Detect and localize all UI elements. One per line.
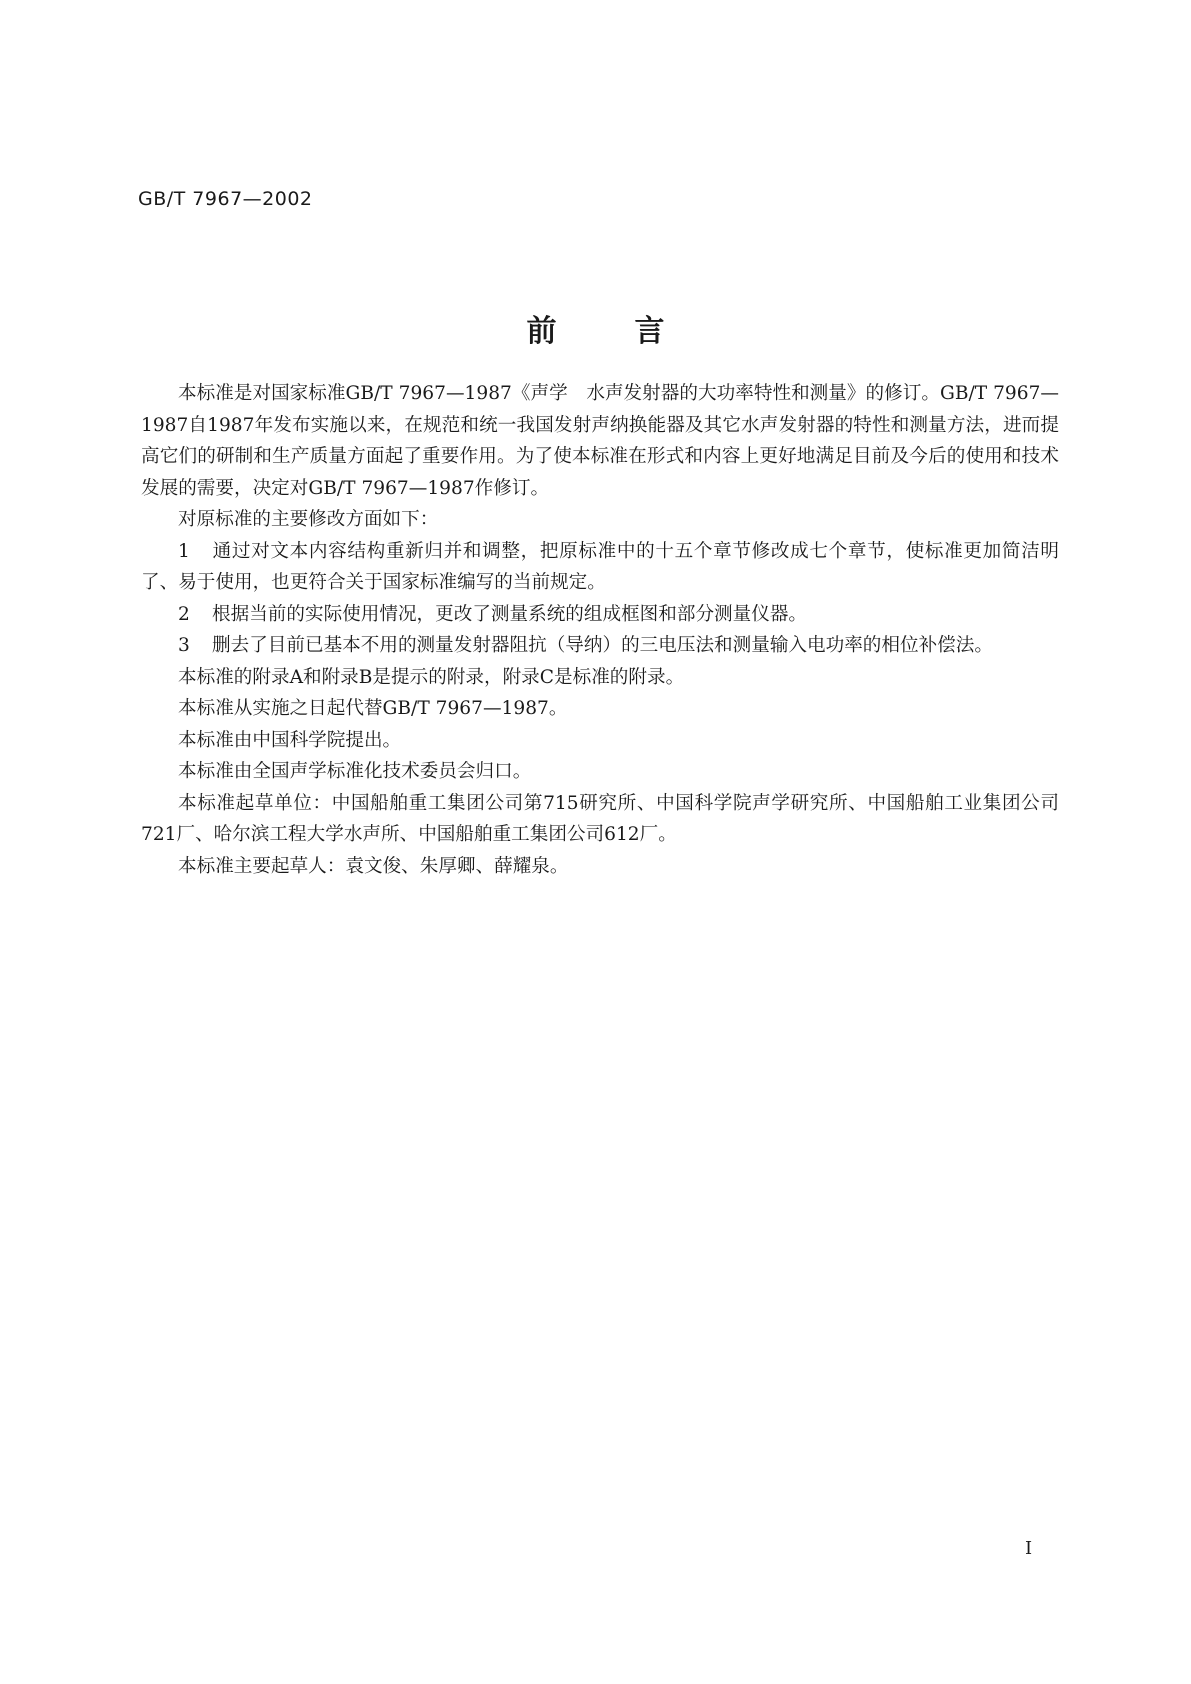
item-text: 根据当前的实际使用情况，更改了测量系统的组成框图和部分测量仪器。 (212, 603, 808, 625)
item-text: 通过对文本内容结构重新归并和调整，把原标准中的十五个章节修改成七个章节，使标准更加简洁明了、易于使用，也更符合关于国家标准编写的当前规定。 (141, 540, 1059, 593)
revision-item-3 (141, 630, 1059, 662)
paragraph-under-jurisdiction: 本标准由全国声学标准化技术委员会归口。 (178, 761, 532, 782)
revision-item-1 (141, 536, 1059, 599)
item-number: 1 (178, 540, 190, 562)
revision-item-2 (141, 599, 1059, 631)
paragraph-intro: 本标准是对国家标准GB/T 7967—1987《声学 水声发射器的大功率特性和测量》的修订。GB/T 7967—1987自1987年发布实施以来，在规范和统一我国发射声纳换能器及其它水声发射器的特性和测量方法，进而提高它们的研制和生产质量方面起了重要作用。为了使本标准在形式和内容上更好地满足目前及今后的使用和技术发展的需要，决定对GB/T 7967—1987作修订。 (141, 383, 1059, 499)
paragraph-appendix: 本标准的附录A和附录B是提示的附录，附录C是标准的附录。 (178, 666, 685, 688)
paragraph-proposed-by: 本标准由中国科学院提出。 (178, 729, 402, 751)
page-title: 前言 (526, 314, 743, 349)
foreword-body (141, 378, 1059, 882)
item-text: 删去了目前已基本不用的测量发射器阻抗（导纳）的三电压法和测量输入电功率的相位补偿法。 (212, 635, 993, 656)
paragraph-replaces: 本标准从实施之日起代替GB/T 7967—1987。 (178, 698, 568, 719)
item-number: 3 (178, 635, 190, 656)
paragraph-drafting-units: 本标准起草单位：中国船舶重工集团公司第715研究所、中国科学院声学研究所、中国船舶工业集团公司721厂、哈尔滨工程大学水声所、中国船舶重工集团公司612厂。 (141, 792, 1059, 845)
item-number: 2 (178, 603, 190, 625)
page-number: I (1025, 1538, 1033, 1559)
standard-number: GB/T 7967—2002 (138, 188, 313, 210)
paragraph-drafters: 本标准主要起草人：袁文俊、朱厚卿、薛耀泉。 (178, 855, 569, 877)
paragraph-revisions-lead: 对原标准的主要修改方面如下： (178, 509, 439, 530)
